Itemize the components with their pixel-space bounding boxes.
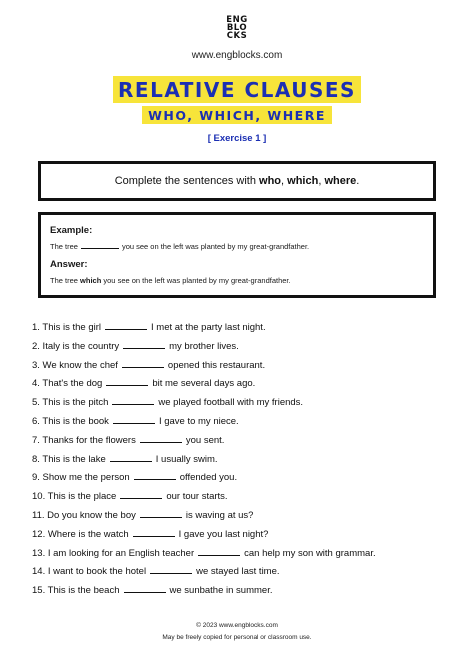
list-item xyxy=(32,435,452,454)
exercise-list xyxy=(32,322,452,604)
answer-blank[interactable] xyxy=(140,517,182,518)
item-after: my brother lives. xyxy=(169,340,239,352)
example-label: Example: xyxy=(50,225,93,236)
list-item xyxy=(32,510,452,529)
list-item xyxy=(32,529,452,548)
item-before: 11. Do you know the boy xyxy=(32,509,136,521)
list-item xyxy=(32,378,452,397)
engblocks-logo xyxy=(224,16,250,40)
answer-blank[interactable] xyxy=(123,348,165,349)
list-item xyxy=(32,360,452,379)
instruction-box xyxy=(38,161,436,201)
instruction-word-which: which xyxy=(287,175,319,187)
instruction-sep: , xyxy=(318,175,325,187)
list-item xyxy=(32,585,452,604)
item-after: opened this restaurant. xyxy=(167,359,266,371)
logo-line: ENG xyxy=(226,15,248,25)
example-sentence xyxy=(50,242,425,251)
logo-line: BLO xyxy=(226,23,248,33)
list-item xyxy=(32,322,452,341)
footer-note: May be freely copied for personal or classroom use. xyxy=(162,634,312,641)
list-item xyxy=(32,548,452,567)
item-after: we stayed last time. xyxy=(196,566,280,578)
item-after: I met at the party last night. xyxy=(151,322,266,333)
answer-blank[interactable] xyxy=(105,329,147,330)
item-before: 10. This is the place xyxy=(32,491,117,503)
example-blank xyxy=(81,248,119,249)
answer-label: Answer: xyxy=(50,259,88,270)
example-box xyxy=(38,212,436,298)
item-before: 3. We know the chef xyxy=(32,359,118,371)
item-before: 12. Where is the watch xyxy=(32,528,129,540)
page-subtitle: WHO, WHICH, WHERE xyxy=(142,106,332,124)
item-after: our tour starts. xyxy=(166,491,228,503)
item-after: I gave to my niece. xyxy=(158,415,239,427)
item-after: we sunbathe in summer. xyxy=(169,585,273,597)
answer-blank[interactable] xyxy=(133,536,175,537)
list-item xyxy=(32,566,452,585)
instruction-sep: , xyxy=(281,175,288,187)
logo-line: CKS xyxy=(226,31,248,41)
item-before: 6. This is the book xyxy=(32,415,109,427)
item-after: you sent. xyxy=(185,434,225,446)
instruction-word-where: where xyxy=(324,175,357,187)
list-item xyxy=(32,341,452,360)
answer-blank[interactable] xyxy=(106,385,148,386)
answer-blank[interactable] xyxy=(113,423,155,424)
exercise-label: [ Exercise 1 ] xyxy=(207,133,267,144)
item-before: 5. This is the pitch xyxy=(32,397,109,409)
answer-before: The tree xyxy=(50,276,78,285)
item-after: I usually swim. xyxy=(155,453,218,465)
item-before: 15. This is the beach xyxy=(32,585,120,597)
item-before: 7. Thanks for the flowers xyxy=(32,434,136,446)
title-wrap xyxy=(0,76,474,103)
page-title: RELATIVE CLAUSES xyxy=(113,76,361,103)
answer-blank[interactable] xyxy=(150,573,192,574)
item-after: is waving at us? xyxy=(185,509,254,521)
item-after: I gave you last night? xyxy=(178,528,269,540)
answer-blank[interactable] xyxy=(198,555,240,556)
answer-blank[interactable] xyxy=(140,442,182,443)
item-after: can help my son with grammar. xyxy=(244,547,376,559)
answer-after: you see on the left was planted by my great-grandfather. xyxy=(103,276,291,285)
list-item xyxy=(32,416,452,435)
footer-copyright: © 2023 www.engblocks.com xyxy=(196,622,278,629)
answer-sentence xyxy=(50,276,425,285)
item-before: 2. Italy is the country xyxy=(32,340,120,352)
answer-blank[interactable] xyxy=(112,404,154,405)
item-after: offended you. xyxy=(179,472,238,484)
exercise-label-wrap xyxy=(0,128,474,146)
answer-blank[interactable] xyxy=(110,461,152,462)
example-before: The tree xyxy=(50,242,78,251)
item-before: 1. This is the girl xyxy=(32,322,101,333)
item-after: we played football with my friends. xyxy=(158,397,304,409)
item-before: 8. This is the lake xyxy=(32,453,106,465)
list-item xyxy=(32,491,452,510)
instruction-text xyxy=(115,175,360,187)
instruction-prefix: Complete the sentences with xyxy=(114,175,260,187)
answer-word: which xyxy=(80,276,102,285)
answer-blank[interactable] xyxy=(124,592,166,593)
item-before: 9. Show me the person xyxy=(32,472,130,484)
answer-blank[interactable] xyxy=(120,498,162,499)
example-after: you see on the left was planted by my great-grandfather. xyxy=(121,242,310,251)
list-item xyxy=(32,472,452,491)
list-item xyxy=(32,454,452,473)
list-item xyxy=(32,397,452,416)
subtitle-wrap xyxy=(0,106,474,125)
item-after: bit me several days ago. xyxy=(152,378,256,390)
item-before: 14. I want to book the hotel xyxy=(32,566,147,578)
answer-blank[interactable] xyxy=(134,479,176,480)
site-url: www.engblocks.com xyxy=(191,50,283,61)
answer-blank[interactable] xyxy=(122,367,164,368)
instruction-suffix: . xyxy=(356,175,360,187)
instruction-word-who: who xyxy=(259,175,282,187)
item-before: 4. That's the dog xyxy=(32,378,103,390)
item-before: 13. I am looking for an English teacher xyxy=(32,547,195,559)
